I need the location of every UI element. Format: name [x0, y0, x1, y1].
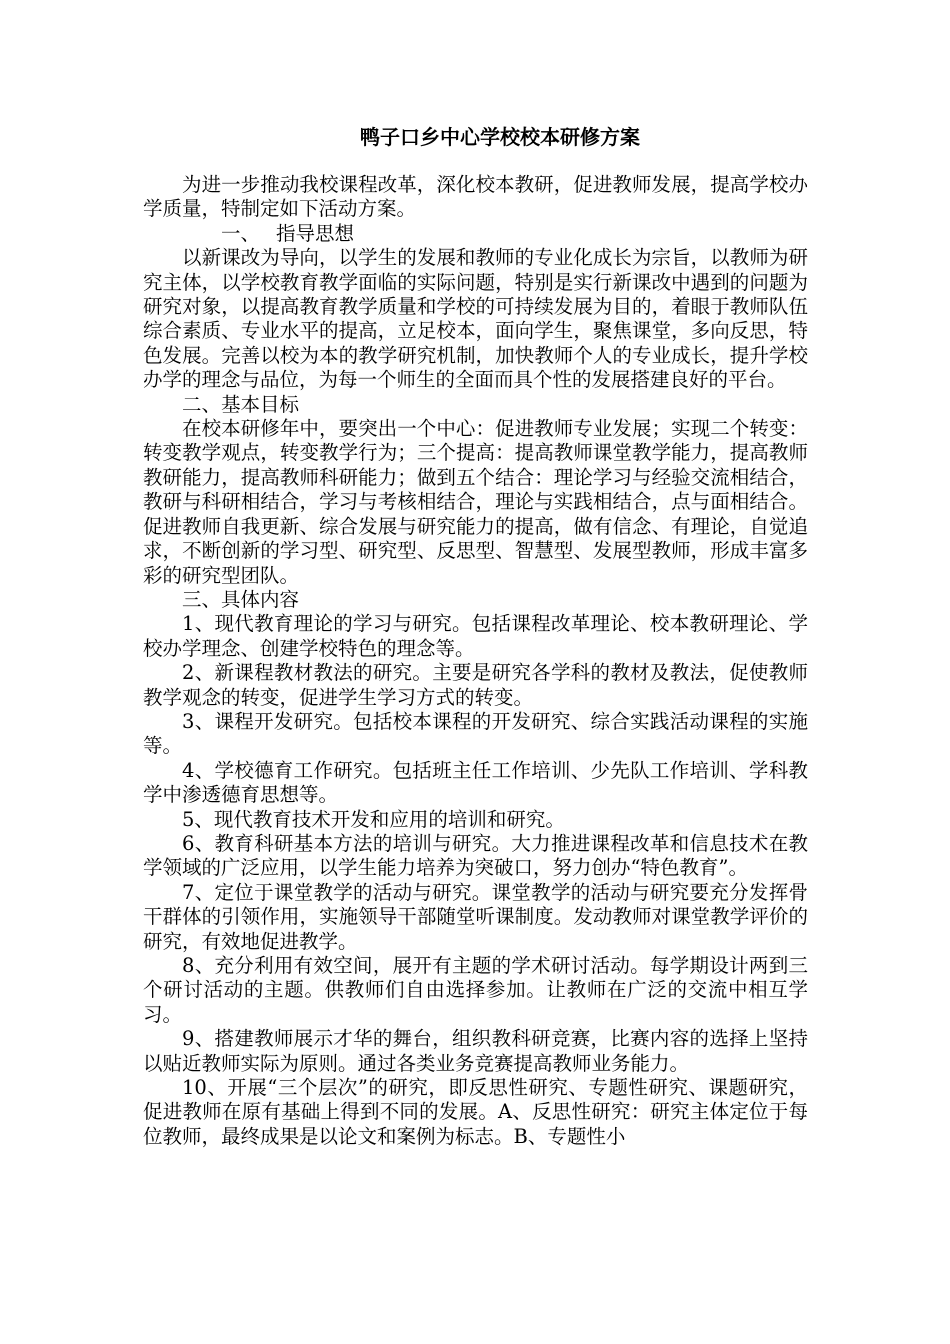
intro-paragraph: 为进一步推动我校课程改革，深化校本教研，促进教师发展，提高学校办学质量，特制定如下活动方案。 — [143, 173, 808, 221]
section-1-heading — [143, 222, 808, 246]
section-3-item-3: 3、课程开发研究。包括校本课程的开发研究、综合实践活动课程的实施等。 — [143, 709, 808, 758]
section-3-item-1: 1、现代教育理论的学习与研究。包括课程改革理论、校本教研理论、学校办学理念、创建学校特色的理念等。 — [143, 612, 808, 660]
section-1-paragraph: 以新课改为导向，以学生的发展和教师的专业化成长为宗旨，以教师为研究主体，以学校教育教学面临的实际问题，特别是实行新课改中遇到的问题为研究对象，以提高教育教学质量和学校的可持续发展为目的，着眼于教师队伍综合素质、专业水平的提高，立足校本，面向学生，聚焦课堂，多向反思，特色发展。完善以校为本的教学研究机制，加快教师个人的专业成长，提升学校办学的理念与品位，为每一个师生的全面而具个性的发展搭建良好的平台。 — [143, 246, 808, 392]
section-3-item-5: 5、现代教育技术开发和应用的培训和研究。 — [182, 807, 565, 831]
section-3-item-4: 4、学校德育工作研究。包括班主任工作培训、少先队工作培训、学科教学中渗透德育思想等。 — [143, 758, 808, 807]
section-3-item-7: 7、定位于课堂教学的活动与研究。课堂教学的活动与研究要充分发挥骨干群体的引领作用，实施领导干部随堂听课制度。发动教师对课堂教学评价的研究，有效地促进教学。 — [143, 880, 808, 953]
section-2-heading: 二、基本目标 — [182, 392, 300, 416]
document-body — [143, 173, 808, 1149]
section-1-title: 指导思想 — [276, 221, 355, 245]
section-3-heading: 三、具体内容 — [182, 587, 300, 611]
section-3-item-2: 2、新课程教材教法的研究。主要是研究各学科的教材及教法，促使教师教学观念的转变，促进学生学习方式的转变。 — [143, 661, 808, 709]
section-3-item-6: 6、教育科研基本方法的培训与研究。大力推进课程改革和信息技术在教学领域的广泛应用，以学生能力培养为突破口，努力创办“特色教育”。 — [143, 831, 808, 880]
section-3-item-8: 8、充分利用有效空间，展开有主题的学术研讨活动。每学期设计两到三个研讨活动的主题。供教师们自由选择参加。让教师在广泛的交流中相互学习。 — [143, 954, 808, 1026]
document-title: 鸭子口乡中心学校校本研修方案 — [360, 125, 640, 149]
section-1-number: 一、 — [221, 221, 261, 245]
section-3-item-9: 9、搭建教师展示才华的舞台，组织教科研竞赛，比赛内容的选择上坚持以贴近教师实际为原则。通过各类业务竞赛提高教师业务能力。 — [143, 1027, 808, 1075]
section-2-paragraph: 在校本研修年中，要突出一个中心：促进教师专业发展；实现二个转变：转变教学观点，转变教学行为；三个提高：提高教师课堂教学能力，提高教师教研能力，提高教师科研能力；做到五个结合：理论学习与经验交流相结合，教研与科研相结合，学习与考核相结合，理论与实践相结合，点与面相结合。促进教师自我更新、综合发展与研究能力的提高，做有信念、有理论，自觉追求，不断创新的学习型、研究型、反思型、智慧型、发展型教师，形成丰富多彩的研究型团队。 — [143, 417, 808, 587]
section-3-item-10: 10、开展“三个层次”的研究，即反思性研究、专题性研究、课题研究，促进教师在原有基础上得到不同的发展。A、反思性研究：研究主体定位于每位教师，最终成果是以论文和案例为标志。B、专题性小 — [143, 1076, 808, 1148]
